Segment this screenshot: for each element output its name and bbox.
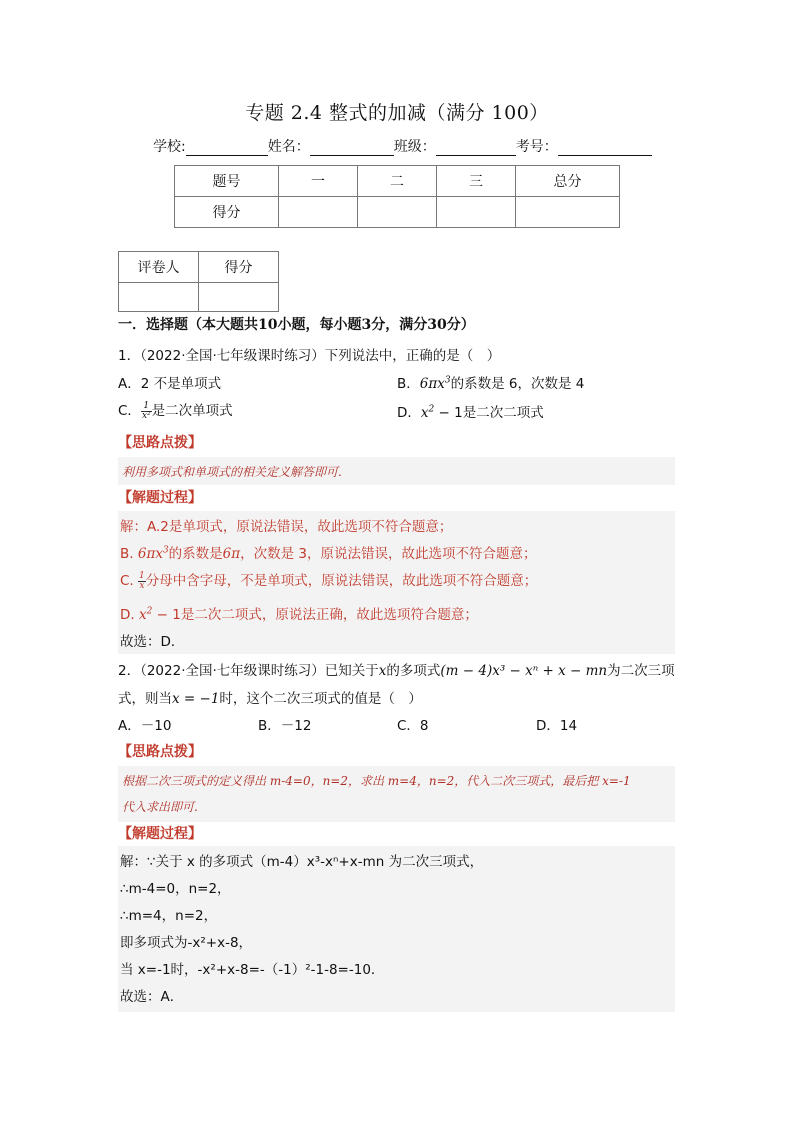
q1-solution-line-1: 解：A.2是单项式，原说法错误，故此选项不符合题意； [120, 519, 453, 535]
grader-header: 评卷人 [119, 252, 199, 283]
q1-option-c [118, 399, 233, 421]
grader-table [118, 251, 279, 312]
q2-variable: x [378, 663, 387, 679]
q1-option-b [397, 372, 584, 392]
q2-stem-line-2 [118, 687, 422, 707]
q1-option-b-exp: 3 [444, 375, 451, 386]
q2-stem-text: 2．（2022·全国·七年级课时练习）已知关于 [118, 663, 379, 679]
solution-option-letter: C. [120, 573, 139, 589]
section-title: 一．选择题（本大题共10小题，每小题3分，满分30分） [118, 317, 475, 333]
score-cell-total[interactable] [516, 197, 620, 228]
solution-expr: x [138, 607, 147, 623]
score-table [174, 165, 620, 228]
q2-option-d: D．14 [536, 718, 578, 734]
q1-hint-text: 利用多项式和单项式的相关定义解答即可. [122, 465, 342, 479]
q2-option-a: A．－10 [118, 718, 172, 734]
name-field[interactable] [310, 141, 394, 156]
score-header-part-3: 三 [437, 166, 516, 197]
q1-solution-line-2 [120, 542, 537, 562]
score-cell-2[interactable] [358, 197, 437, 228]
school-label: 学校: [153, 139, 186, 155]
q1-option-d [397, 401, 544, 421]
grader-score-header: 得分 [199, 252, 279, 283]
q2-stem-text: 为二次三项 [607, 663, 675, 679]
solution-exp: 2 [146, 606, 153, 617]
q2-condition: x = −1 [172, 691, 220, 707]
q2-solution-heading: 【解题过程】 [118, 826, 202, 842]
q1-solution-heading: 【解题过程】 [118, 490, 202, 506]
solution-fraction [138, 572, 146, 591]
q1-solution-line-3 [120, 569, 537, 591]
q1-option-c-fraction [141, 402, 152, 421]
solution-expr: 6πx [137, 546, 163, 562]
solution-text: − 1是二次二项式，原说法正确，故此选项符合题意； [152, 607, 478, 623]
q1-option-b-letter: B． [397, 376, 420, 392]
student-info-line [153, 136, 652, 156]
solution-exp: 3 [162, 545, 169, 556]
q2-hint-line-2: 代入求出即可. [122, 800, 198, 814]
exam-no-label: 考号： [515, 139, 558, 155]
q2-solution-line-5: 当 x=-1时，-x²+x-8=-（-1）²-1-8=-10． [120, 962, 385, 978]
solution-option-letter: B. [120, 546, 138, 562]
q1-option-c-letter: C． [118, 403, 141, 419]
q2-polynomial: (m − 4)x³ − xⁿ + x − mn [440, 663, 608, 679]
q2-solution-line-1: 解：∵关于 x 的多项式（m-4）x³-xⁿ+x-mn 为二次三项式， [120, 854, 484, 870]
page-title: 专题 2.4 整式的加减（满分 100） [245, 102, 549, 124]
score-header-part-1: 一 [279, 166, 358, 197]
score-header-total: 总分 [516, 166, 620, 197]
q2-option-c: C．8 [397, 718, 429, 734]
grader-cell[interactable] [119, 283, 199, 312]
q1-answer: 故选：D． [120, 634, 185, 650]
score-header-question-no: 题号 [175, 166, 279, 197]
fraction-numerator: 1 [141, 402, 152, 412]
solution-text: 分母中含字母，不是单项式，原说法错误，故此选项不符合题意； [145, 573, 538, 589]
q2-option-b: B．－12 [258, 718, 312, 734]
solution-text: 的系数是 [168, 546, 223, 562]
exam-no-field[interactable] [558, 141, 652, 156]
q2-solution-line-3: ∴m=4，n=2， [120, 908, 218, 924]
q1-option-a: A．2 不是单项式 [118, 376, 222, 392]
q1-option-d-text: − 1是二次二项式 [434, 405, 544, 421]
fraction-denominator: x² [141, 410, 151, 421]
q1-hint-box [118, 457, 675, 485]
q1-option-d-letter: D． [397, 405, 421, 421]
q2-solution-box [118, 846, 675, 1012]
q2-stem-line-1 [118, 659, 675, 679]
q1-option-d-expr: x [420, 405, 429, 421]
solution-option-letter: D. [120, 607, 139, 623]
name-label: 姓名： [267, 139, 310, 155]
q1-solution-box [118, 511, 675, 654]
grader-score-cell[interactable] [199, 283, 279, 312]
class-label: 班级： [393, 139, 436, 155]
q1-solution-line-4 [120, 603, 478, 623]
fraction-denominator: x [139, 580, 145, 591]
q2-answer: 故选：A． [120, 989, 184, 1005]
fraction-numerator: 1 [139, 570, 145, 581]
score-cell-3[interactable] [437, 197, 516, 228]
solution-coefficient: 6π [222, 546, 241, 562]
q1-option-b-expr: 6πx [419, 376, 445, 392]
q1-option-b-text: 的系数是 6，次数是 4 [450, 376, 585, 392]
q2-solution-line-4: 即多项式为-x²+x-8， [120, 935, 253, 951]
solution-text: ，次数是 3，原说法错误，故此选项不符合题意； [240, 546, 537, 562]
q1-option-c-text: 是二次单项式 [151, 403, 233, 419]
score-header-part-2: 二 [358, 166, 437, 197]
q2-stem-text: 式，则当 [118, 691, 172, 707]
q2-hint-line-1: 根据二次三项式的定义得出 m-4=0，n=2，求出 m=4，n=2，代入二次三项式，最后把 x=-1 [122, 774, 631, 788]
q1-stem: 1．（2022·全国·七年级课时练习）下列说法中，正确的是（ ） [118, 348, 501, 364]
q2-hint-heading: 【思路点拨】 [118, 744, 202, 760]
q2-stem-text: 的多项式 [386, 663, 441, 679]
q2-solution-line-2: ∴m-4=0，n=2， [120, 881, 231, 897]
class-field[interactable] [436, 141, 516, 156]
q1-option-d-exp: 2 [428, 404, 435, 415]
score-row-label: 得分 [175, 197, 279, 228]
q2-stem-text: 时，这个二次三项式的值是（ ） [219, 691, 422, 707]
q1-hint-heading: 【思路点拨】 [118, 435, 202, 451]
q2-hint-box [118, 766, 675, 822]
score-cell-1[interactable] [279, 197, 358, 228]
school-field[interactable] [186, 141, 268, 156]
